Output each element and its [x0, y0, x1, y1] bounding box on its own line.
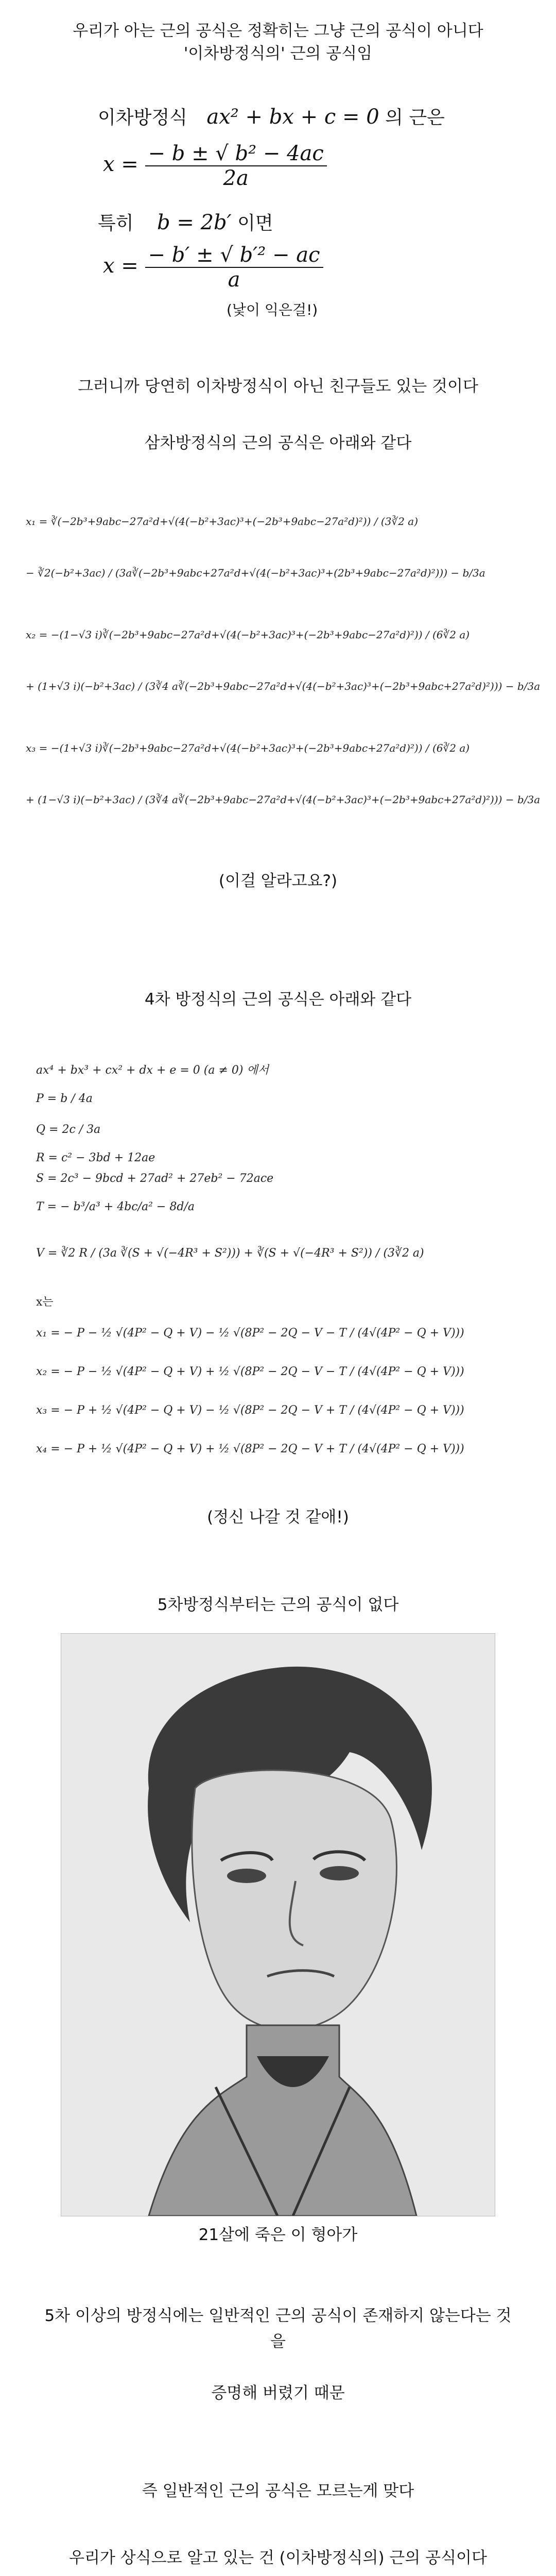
quadratic-formula-2 — [103, 243, 323, 292]
cubic-x2: x₂ = −(1−√3 i)∛(−2b³+9abc−27a²d+√(4(−b²+3ac)³+(−2b³+9abc−27a²d)²)) / (6∛2 a) — [26, 629, 470, 641]
quartic-x2: x₂ = − P − ½ √(4P² − Q + V) + ½ √(8P² − 2Q − V − T / (4√(4P² − Q + V))) — [36, 1365, 464, 1378]
quadratic-lhs: x = — [103, 152, 138, 176]
quartic-Q: Q = 2c / 3a — [36, 1123, 101, 1136]
quadratic-special-suffix: 이면 — [237, 213, 273, 234]
caption-portrait: 21살에 죽은 이 형아가 — [198, 2226, 358, 2244]
quartic-x-label: x는 — [36, 1296, 54, 1309]
cubic-x3-continued: + (1−√3 i)(−b²+3ac) / (3∛4 a∛(−2b³+9abc−27a²d+√(4(−b²+3ac)³+(−2b³+9abc+27a²d)²))) − b/3a — [26, 793, 541, 806]
text-friends: 그러니까 당연히 이차방정식이 아닌 친구들도 있는 것이다 — [78, 377, 478, 396]
quadratic-numerator: − b ± √ b² − 4ac — [145, 142, 327, 166]
cubic-note: (이걸 알라고요?) — [218, 872, 338, 890]
cubic-x3: x₃ = −(1+√3 i)∛(−2b³+9abc−27a²d+√(4(−b²+3ac)³+(−2b³+9abc+27a²d)²)) / (6∛2 a) — [26, 742, 470, 754]
quadratic-numerator-2: − b′ ± √ b′² − ac — [145, 243, 323, 268]
quartic-x3: x₃ = − P + ½ √(4P² − Q + V) − ½ √(8P² − 2Q − V + T / (4√(4P² − Q + V))) — [36, 1404, 464, 1417]
proof-line-1: 5차 이상의 방정식에는 일반적인 근의 공식이 존재하지 않는다는 것 — [44, 2307, 512, 2325]
quadratic-fraction-2 — [145, 243, 323, 292]
quadratic-formula — [103, 142, 327, 190]
intro-line-2: '이차방정식의' 근의 공식임 — [183, 44, 373, 63]
cubic-x1-continued: − ∛2(−b²+3ac) / (3a∛(−2b³+9abc+27a²d+√(4(−b²+3ac)³+(2b³+9abc−27a²d)²))) − b/3a — [26, 567, 485, 579]
quadratic-special — [98, 209, 273, 235]
quadratic-special-prefix: 특히 — [98, 213, 134, 234]
quartic-R: R = c² − 3bd + 12ae — [36, 1151, 155, 1164]
quadratic-note: (낯이 익은걸!) — [227, 301, 318, 318]
quadratic-lhs-2: x = — [103, 254, 138, 278]
quartic-S: S = 2c³ − 9bcd + 27ad² + 27eb² − 72ace — [36, 1172, 274, 1185]
conclusion-1: 즉 일반적인 근의 공식은 모르는게 맞다 — [142, 2482, 414, 2500]
quadratic-prefix: 이차방정식 — [98, 107, 187, 128]
cubic-x2-continued: + (1+√3 i)(−b²+3ac) / (3∛4 a∛(−2b³+9abc−27a²d+√(4(−b²+3ac)³+(−2b³+9abc+27a²d)²))) − b/3a — [26, 680, 541, 692]
quartic-x1: x₁ = − P − ½ √(4P² − Q + V) − ½ √(8P² − 2Q − V − T / (4√(4P² − Q + V))) — [36, 1327, 464, 1340]
quadratic-denominator: 2a — [223, 166, 249, 190]
quartic-x4: x₄ = − P + ½ √(4P² − Q + V) + ½ √(8P² − 2Q − V + T / (4√(4P² − Q + V))) — [36, 1443, 464, 1455]
quartic-equation: ax⁴ + bx³ + cx² + dx + e = 0 (a ≠ 0) 에서 — [36, 1064, 269, 1077]
quartic-note: (정신 나갈 것 같애!) — [207, 1508, 349, 1527]
quartic-V: V = ∛2 R / (3a ∛(S + √(−4R³ + S²))) + ∛(S + √(−4R³ + S²)) / (3∛2 a) — [36, 1247, 424, 1260]
quartic-title: 4차 방정식의 근의 공식은 아래와 같다 — [144, 990, 412, 1009]
quartic-T: T = − b³/a³ + 4bc/a² − 8d/a — [36, 1200, 195, 1213]
portrait-sketch — [61, 1634, 495, 2216]
quadratic-equation: ax² + bx + c = 0 — [206, 105, 379, 129]
portrait-image — [61, 1633, 495, 2216]
quartic-formula-image — [36, 1051, 520, 1473]
cubic-x1: x₁ = ∛(−2b³+9abc−27a²d+√(4(−b²+3ac)³+(−2b³+9abc−27a²d)²)) / (3∛2 a) — [26, 515, 419, 528]
quintic-text: 5차방정식부터는 근의 공식이 없다 — [157, 1596, 399, 1614]
quartic-P: P = b / 4a — [36, 1092, 93, 1105]
quadratic-intro — [98, 103, 445, 129]
cubic-title: 삼차방정식의 근의 공식은 아래와 같다 — [144, 434, 412, 452]
quadratic-denominator-2: a — [228, 268, 240, 292]
proof-line-2: 을 — [270, 2332, 286, 2351]
conclusion-2: 우리가 상식으로 알고 있는 건 (이차방정식의) 근의 공식이다 — [69, 2549, 487, 2567]
proof-line-3: 증명해 버렸기 때문 — [211, 2384, 345, 2402]
quadratic-formula-image — [98, 93, 468, 319]
quadratic-special-condition: b = 2b′ — [157, 211, 232, 234]
quadratic-suffix: 의 근은 — [385, 107, 445, 128]
cubic-formula-image — [26, 495, 541, 866]
quadratic-fraction — [145, 142, 327, 190]
intro-line-1: 우리가 아는 근의 공식은 정확히는 그냥 근의 공식이 아니다 — [73, 22, 483, 40]
